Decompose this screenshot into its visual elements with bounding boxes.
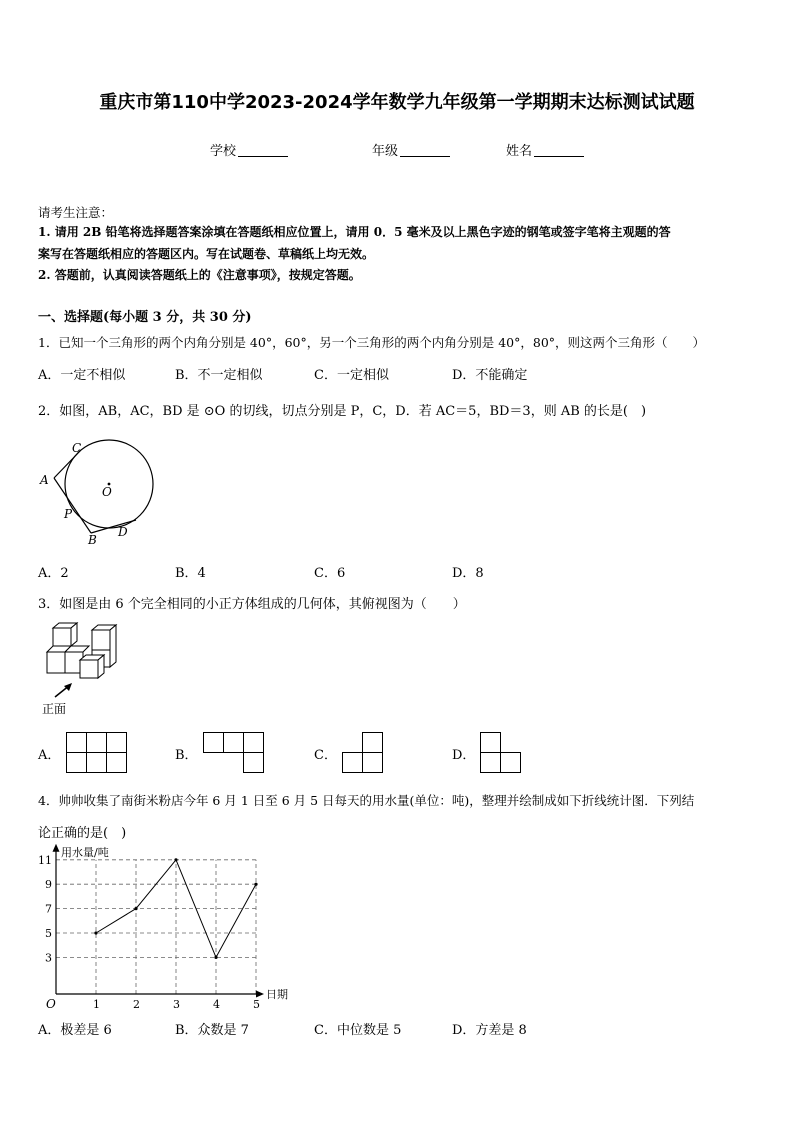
q1-option-d[interactable]: D．不能确定 [452, 368, 528, 383]
x-tick-label: 5 [253, 998, 260, 1011]
grade-blank[interactable] [400, 142, 450, 157]
q4-option-c[interactable]: C．中位数是 5 [314, 1023, 402, 1038]
q3-option-c-figure[interactable] [342, 732, 384, 774]
y-tick-label: 3 [45, 951, 52, 965]
data-point [174, 858, 177, 861]
x-axis-label: 日期 [266, 988, 288, 1001]
q4-stem-line-1: 4．帅帅收集了南街米粉店今年 6 月 1 日至 6 月 5 日每天的用水量(单位：吨)，整理并绘制成如下折线统计图．下列结 [38, 793, 695, 808]
school-field [210, 140, 288, 159]
q3-option-a[interactable]: A． [38, 748, 61, 763]
front-label: 正面 [42, 702, 67, 716]
notice-item-2: 2. 答题前，认真阅读答题纸上的《注意事项》，按规定答题。 [38, 268, 361, 282]
x-tick-label: 1 [93, 998, 100, 1011]
label-b: B [88, 533, 97, 547]
label-p: P [64, 507, 73, 521]
q2-option-c[interactable]: C．6 [314, 566, 346, 581]
grade-field [372, 140, 450, 159]
y-tick-label: 5 [45, 927, 52, 940]
q1-stem: 1．已知一个三角形的两个内角分别是 40°，60°，另一个三角形的两个内角分别是 40°，80°，则这两个三角形（ ） [38, 335, 706, 350]
q2-option-b[interactable]: B．4 [175, 566, 206, 581]
q1-option-a[interactable]: A．一定不相似 [38, 368, 126, 383]
y-tick-label: 7 [45, 902, 52, 916]
q1-option-b[interactable]: B．不一定相似 [175, 368, 263, 383]
grade-label: 年级 [372, 144, 399, 159]
x-tick-label: 3 [173, 998, 180, 1011]
x-axis-arrow [256, 991, 264, 998]
x-tick-label: 2 [133, 998, 140, 1011]
notice-heading: 请考生注意： [38, 205, 114, 220]
school-label: 学校 [210, 144, 237, 159]
front-arrow-icon [52, 682, 76, 700]
label-a: A [40, 473, 49, 487]
q2-circle-figure [36, 436, 160, 550]
notice-item-1-line-1: 1. 请用 2B 铅笔将选择题答案涂填在答题纸相应位置上，请用 0．5 毫米及以上黑色字迹的钢笔或签字笔将主观题的答 [38, 225, 671, 239]
notice-item-1-line-2: 案写在答题纸相应的答题区内。写在试题卷、草稿纸上均无效。 [38, 247, 375, 261]
name-label: 姓名 [506, 144, 533, 159]
q3-option-d-figure[interactable] [480, 732, 522, 774]
q4-option-b[interactable]: B．众数是 7 [175, 1023, 249, 1038]
data-point [94, 931, 97, 934]
y-tick-label: 11 [38, 853, 52, 867]
x-tick-label: 4 [213, 998, 220, 1011]
q3-option-c[interactable]: C． [314, 748, 337, 763]
label-d: D [118, 525, 128, 539]
section-1-title: 一、选择题(每小题 3 分，共 30 分) [38, 310, 252, 325]
q4-option-a[interactable]: A．极差是 6 [38, 1023, 112, 1038]
data-point [254, 883, 257, 886]
q2-option-a[interactable]: A．2 [38, 566, 69, 581]
q2-stem: 2．如图，AB，AC，BD 是 ⊙O 的切线，切点分别是 P，C，D．若 AC＝5，BD＝3，则 AB 的长是( ) [38, 404, 647, 419]
y-tick-label: 9 [45, 878, 52, 892]
data-point [134, 907, 137, 910]
q2-option-d[interactable]: D．8 [452, 566, 484, 581]
q3-stem: 3．如图是由 6 个完全相同的小正方体组成的几何体，其俯视图为（ ） [38, 597, 466, 612]
q3-option-b-figure[interactable] [203, 732, 265, 774]
q4-stem-line-2: 论正确的是( ) [38, 826, 127, 841]
origin-label: O [46, 997, 56, 1011]
data-point [214, 956, 217, 959]
page-title: 重庆市第110中学2023-2024学年数学九年级第一学期期末达标测试试题 [99, 92, 695, 113]
q4-option-d[interactable]: D．方差是 8 [452, 1023, 527, 1038]
school-blank[interactable] [238, 142, 288, 157]
y-axis-label: 用水量/吨 [61, 846, 109, 859]
y-axis-arrow [53, 844, 60, 852]
label-o: O [102, 485, 112, 499]
q3-option-b[interactable]: B． [175, 748, 198, 763]
name-field [506, 140, 584, 159]
name-blank[interactable] [534, 142, 584, 157]
q3-option-a-figure[interactable] [66, 732, 128, 774]
q1-option-c[interactable]: C．一定相似 [314, 368, 389, 383]
label-c: C [72, 441, 82, 455]
q4-line-chart [36, 844, 296, 1012]
tangent-ab [54, 478, 91, 533]
q3-option-d[interactable]: D． [452, 748, 476, 763]
